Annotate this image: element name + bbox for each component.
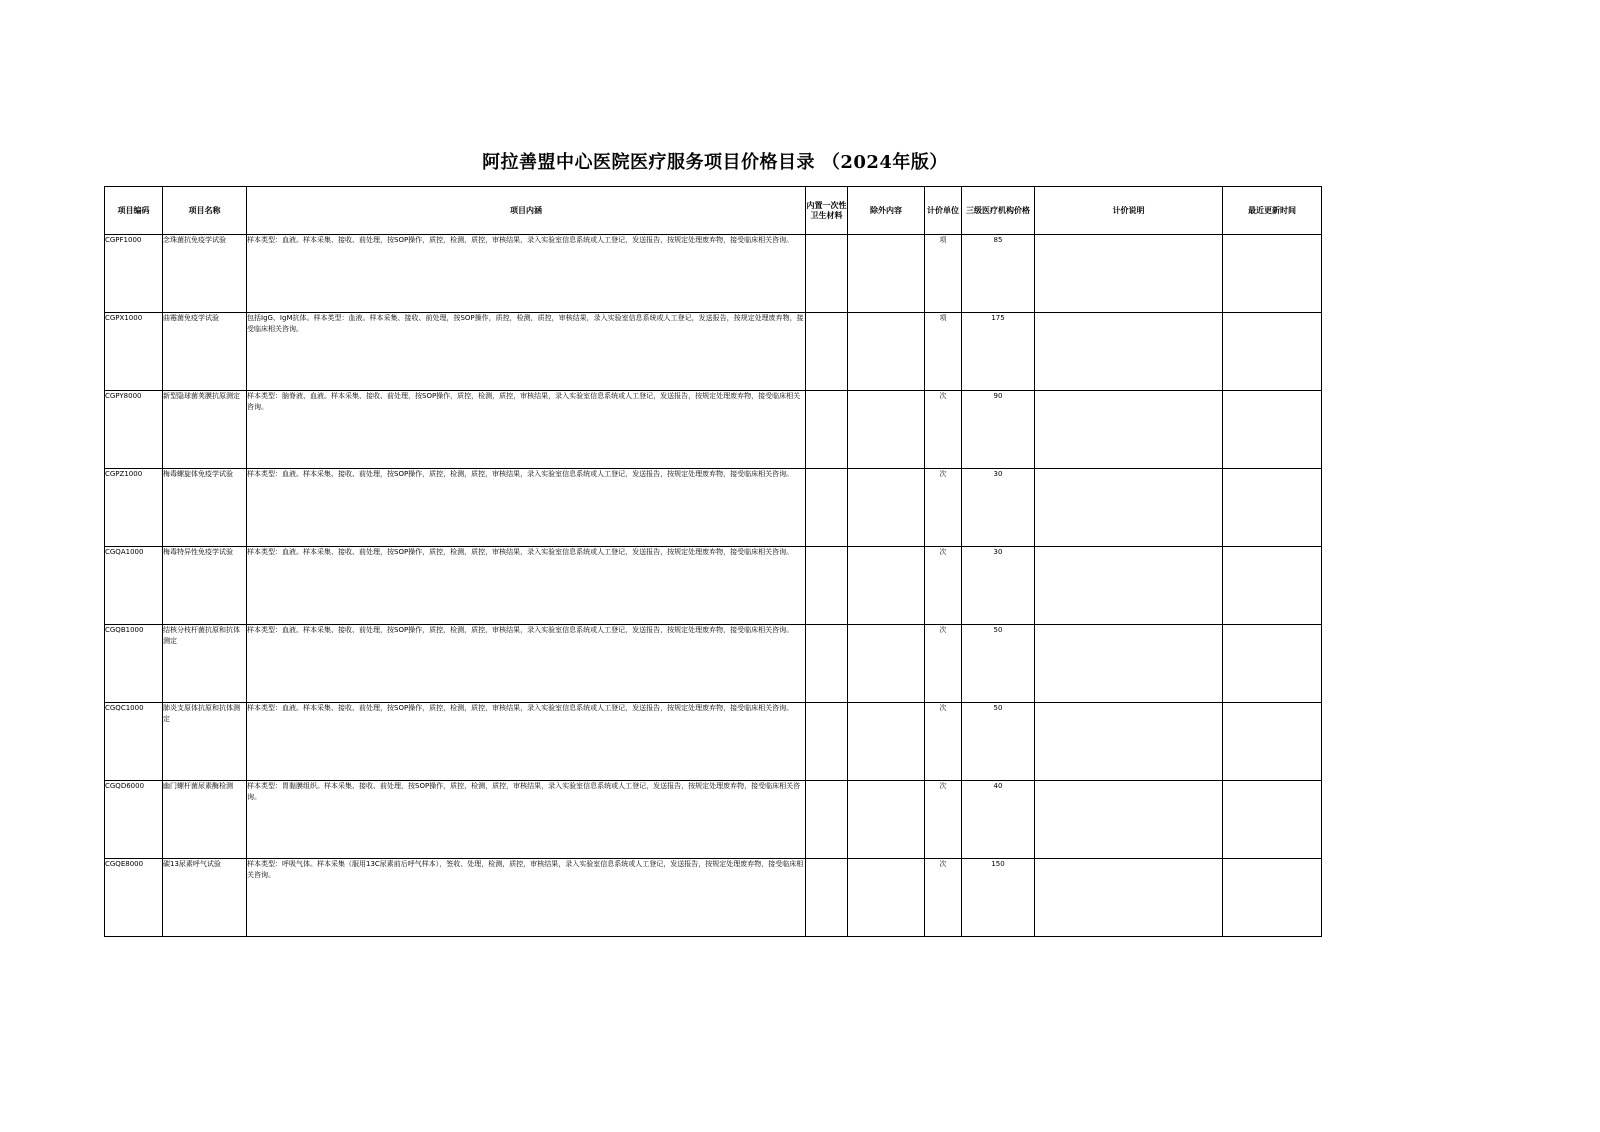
- cell-consumables: [806, 781, 848, 859]
- cell-name: 梅毒特异性免疫学试验: [163, 547, 247, 625]
- header-code: 项目编码: [105, 187, 163, 235]
- cell-content: 样本类型：脑脊液、血液。样本采集、接收、前处理，按SOP操作，质控，检测，质控，审核结果，录入实验室信息系统或人工登记，发送报告，按规定处理废弃物，接受临床相关咨询。: [247, 391, 806, 469]
- cell-name: 新型隐球菌荚膜抗原测定: [163, 391, 247, 469]
- cell-unit: 次: [925, 391, 962, 469]
- cell-excluded: [848, 313, 925, 391]
- cell-price: 85: [962, 235, 1035, 313]
- cell-note: [1035, 859, 1223, 937]
- cell-name: 曲霉菌免疫学试验: [163, 313, 247, 391]
- header-note: 计价说明: [1035, 187, 1223, 235]
- cell-note: [1035, 625, 1223, 703]
- cell-consumables: [806, 703, 848, 781]
- page-title: 阿拉善盟中心医院医疗服务项目价格目录 （2024年版）: [482, 152, 948, 173]
- cell-unit: 项: [925, 235, 962, 313]
- cell-code: CGPF1000: [105, 235, 163, 313]
- cell-updated: [1223, 313, 1322, 391]
- cell-content: 包括IgG、IgM抗体。样本类型：血液。样本采集、接收、前处理，按SOP操作，质控，检测，质控，审核结果，录入实验室信息系统或人工登记，发送报告，按规定处理废弃物，接受临床相关咨询。: [247, 313, 806, 391]
- cell-excluded: [848, 547, 925, 625]
- header-unit: 计价单位: [925, 187, 962, 235]
- cell-updated: [1223, 703, 1322, 781]
- cell-content: 样本类型：呼吸气体。样本采集（服用13C尿素前后呼气样本），签收、处理，检测，质控，审核结果，录入实验室信息系统或人工登记，发送报告，按规定处理废弃物，接受临床相关咨询。: [247, 859, 806, 937]
- cell-consumables: [806, 625, 848, 703]
- cell-name: 幽门螺杆菌尿素酶检测: [163, 781, 247, 859]
- cell-name: 梅毒螺旋体免疫学试验: [163, 469, 247, 547]
- cell-code: CGPZ1000: [105, 469, 163, 547]
- header-name: 项目名称: [163, 187, 247, 235]
- table-row: [105, 469, 1322, 547]
- cell-note: [1035, 235, 1223, 313]
- cell-content: 样本类型：血液。样本采集、接收、前处理，按SOP操作，质控，检测，质控，审核结果，录入实验室信息系统或人工登记，发送报告，按规定处理废弃物，接受临床相关咨询。: [247, 235, 806, 313]
- table-row: [105, 391, 1322, 469]
- cell-unit: 次: [925, 547, 962, 625]
- cell-consumables: [806, 235, 848, 313]
- header-row: [105, 187, 1322, 235]
- cell-unit: 次: [925, 703, 962, 781]
- cell-note: [1035, 703, 1223, 781]
- cell-excluded: [848, 859, 925, 937]
- cell-updated: [1223, 547, 1322, 625]
- cell-unit: 项: [925, 313, 962, 391]
- cell-name: 肺炎支原体抗原和抗体测定: [163, 703, 247, 781]
- cell-consumables: [806, 547, 848, 625]
- table-row: [105, 547, 1322, 625]
- cell-content: 样本类型：血液。样本采集、接收、前处理，按SOP操作，质控，检测，质控，审核结果，录入实验室信息系统或人工登记，发送报告，按规定处理废弃物，接受临床相关咨询。: [247, 703, 806, 781]
- cell-content: 样本类型：血液。样本采集、接收、前处理，按SOP操作，质控，检测，质控，审核结果，录入实验室信息系统或人工登记，发送报告，按规定处理废弃物，接受临床相关咨询。: [247, 625, 806, 703]
- cell-excluded: [848, 781, 925, 859]
- cell-code: CGQB1000: [105, 625, 163, 703]
- cell-price: 50: [962, 625, 1035, 703]
- cell-unit: 次: [925, 469, 962, 547]
- cell-note: [1035, 469, 1223, 547]
- cell-unit: 次: [925, 781, 962, 859]
- table-row: [105, 235, 1322, 313]
- cell-price: 50: [962, 703, 1035, 781]
- price-table: [104, 186, 1322, 937]
- cell-price: 175: [962, 313, 1035, 391]
- cell-content: 样本类型：血液。样本采集、接收、前处理，按SOP操作，质控，检测，质控，审核结果，录入实验室信息系统或人工登记，发送报告，按规定处理废弃物，接受临床相关咨询。: [247, 469, 806, 547]
- header-excluded: 除外内容: [848, 187, 925, 235]
- cell-updated: [1223, 781, 1322, 859]
- cell-price: 30: [962, 469, 1035, 547]
- cell-name: 结核分枝杆菌抗原和抗体测定: [163, 625, 247, 703]
- table-row: [105, 313, 1322, 391]
- cell-updated: [1223, 859, 1322, 937]
- cell-unit: 次: [925, 625, 962, 703]
- cell-excluded: [848, 625, 925, 703]
- cell-consumables: [806, 859, 848, 937]
- cell-name: 碳13尿素呼气试验: [163, 859, 247, 937]
- header-consumables: 内置一次性卫生材料: [806, 187, 848, 235]
- table-row: [105, 625, 1322, 703]
- cell-updated: [1223, 625, 1322, 703]
- cell-consumables: [806, 469, 848, 547]
- cell-note: [1035, 547, 1223, 625]
- table-row: [105, 781, 1322, 859]
- cell-updated: [1223, 235, 1322, 313]
- cell-code: CGPX1000: [105, 313, 163, 391]
- cell-code: CGQA1000: [105, 547, 163, 625]
- cell-excluded: [848, 469, 925, 547]
- cell-code: CGQE8000: [105, 859, 163, 937]
- cell-note: [1035, 781, 1223, 859]
- header-updated: 最近更新时间: [1223, 187, 1322, 235]
- cell-updated: [1223, 469, 1322, 547]
- cell-unit: 次: [925, 859, 962, 937]
- cell-price: 150: [962, 859, 1035, 937]
- cell-note: [1035, 313, 1223, 391]
- cell-excluded: [848, 703, 925, 781]
- cell-price: 40: [962, 781, 1035, 859]
- cell-excluded: [848, 391, 925, 469]
- cell-excluded: [848, 235, 925, 313]
- table-row: [105, 859, 1322, 937]
- cell-consumables: [806, 391, 848, 469]
- cell-consumables: [806, 313, 848, 391]
- table-row: [105, 703, 1322, 781]
- cell-price: 30: [962, 547, 1035, 625]
- cell-code: CGPY8000: [105, 391, 163, 469]
- cell-price: 90: [962, 391, 1035, 469]
- header-content: 项目内涵: [247, 187, 806, 235]
- cell-code: CGQD6000: [105, 781, 163, 859]
- cell-updated: [1223, 391, 1322, 469]
- header-price: 三级医疗机构价格: [962, 187, 1035, 235]
- cell-content: 样本类型：胃黏膜组织。样本采集、接收、前处理，按SOP操作，质控，检测，质控，审核结果，录入实验室信息系统或人工登记，发送报告，按规定处理废弃物，接受临床相关咨询。: [247, 781, 806, 859]
- cell-name: 念珠菌抗免疫学试验: [163, 235, 247, 313]
- cell-note: [1035, 391, 1223, 469]
- cell-code: CGQC1000: [105, 703, 163, 781]
- cell-content: 样本类型：血液。样本采集、接收、前处理，按SOP操作，质控，检测，质控，审核结果，录入实验室信息系统或人工登记，发送报告，按规定处理废弃物，接受临床相关咨询。: [247, 547, 806, 625]
